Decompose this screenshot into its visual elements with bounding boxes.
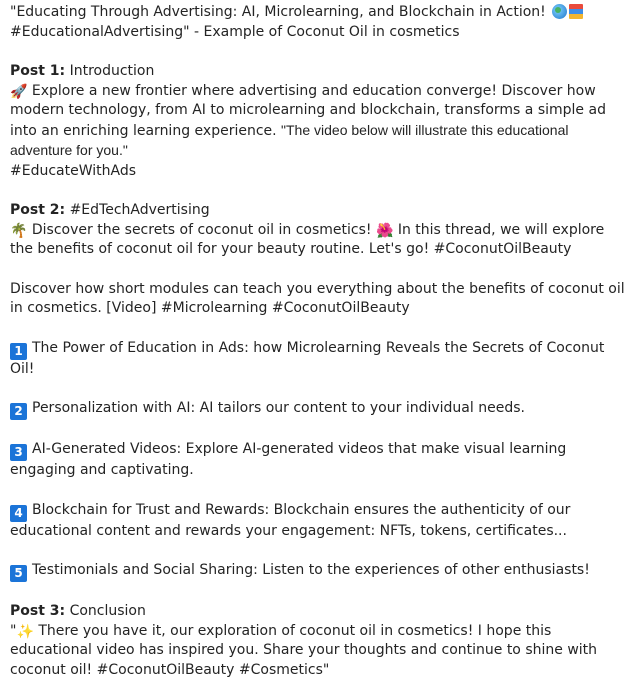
list-item xyxy=(10,440,625,481)
keycap-number-icon: 5 xyxy=(10,565,27,582)
title-tags: #EducationalAdvertising" - Example of Coconut Oil in cosmetics xyxy=(10,23,460,40)
hibiscus-icon: 🌺 xyxy=(375,222,394,239)
list-item xyxy=(10,561,625,582)
post-1-label: Post 1: xyxy=(10,63,66,79)
keycap-number-icon: 1 xyxy=(10,343,27,360)
post-3-text: There you have it, our exploration of coconut oil in cosmetics! I hope this educational video has inspired you. Share your thoughts and continue to shine with coconut oil! #CoconutOilBeauty #Cosmetics" xyxy=(10,622,598,678)
post-2-text-a: Discover the secrets of coconut oil in cosmetics! xyxy=(27,221,376,238)
post-2-heading: #EdTechAdvertising xyxy=(65,202,210,218)
post-1-text: Explore a new frontier where advertising and education converge! Discover how modern technology, from AI to microlearning and blockchain, transforms a simple ad into an enriching learning experience. xyxy=(10,82,606,139)
globe-icon xyxy=(552,4,567,19)
keycap-number-icon: 3 xyxy=(10,444,27,461)
title-text: "Educating Through Advertising: AI, Microlearning, and Blockchain in Action! xyxy=(10,4,551,20)
post-2-modules: Discover how short modules can teach you everything about the benefits of coconut oil in cosmetics. [Video] #Microlearning #CoconutOilBeauty xyxy=(10,280,625,316)
post-2 xyxy=(10,201,625,260)
keycap-number-icon: 4 xyxy=(10,505,27,522)
list-item xyxy=(10,501,625,542)
post-2-label: Post 2: xyxy=(10,202,66,218)
post-3-label: Post 3: xyxy=(10,603,66,619)
post-2-text-b: In this thread, we will explore the benefits of coconut oil for your beauty routine. Let's go! #CoconutOilBeauty xyxy=(10,221,605,257)
list-item-text: Blockchain for Trust and Rewards: Blockchain ensures the authenticity of our educational content and rewards your engagement: NFTs, tokens, certificates... xyxy=(10,501,571,539)
post-3-heading: Conclusion xyxy=(65,603,146,619)
document-title xyxy=(10,3,625,42)
post-1-quote: "The video below will illustrate this educational adventure for you." xyxy=(10,121,569,158)
list-item-text: Personalization with AI: AI tailors our content to your individual needs. xyxy=(32,400,525,416)
post-3-open-quote: " xyxy=(10,622,17,639)
list-item xyxy=(10,399,625,420)
post-1-heading: Introduction xyxy=(65,63,155,79)
post-3 xyxy=(10,602,625,680)
list-item-text: The Power of Education in Ads: how Microlearning Reveals the Secrets of Coconut Oil! xyxy=(10,339,605,377)
list-item-text: AI-Generated Videos: Explore AI-generated videos that make visual learning engaging and captivating. xyxy=(10,441,567,478)
list-item-text: Testimonials and Social Sharing: Listen to the experiences of other enthusiasts! xyxy=(32,562,590,578)
rocket-icon: 🚀 xyxy=(10,83,28,100)
keycap-number-icon: 2 xyxy=(10,403,27,420)
sparkles-icon: ✨ xyxy=(16,623,34,640)
list-item xyxy=(10,339,625,380)
post-1 xyxy=(10,62,625,181)
books-icon xyxy=(569,4,583,19)
post-1-hashtag: #EducateWithAds xyxy=(10,162,137,179)
palm-tree-icon: 🌴 xyxy=(10,222,28,239)
